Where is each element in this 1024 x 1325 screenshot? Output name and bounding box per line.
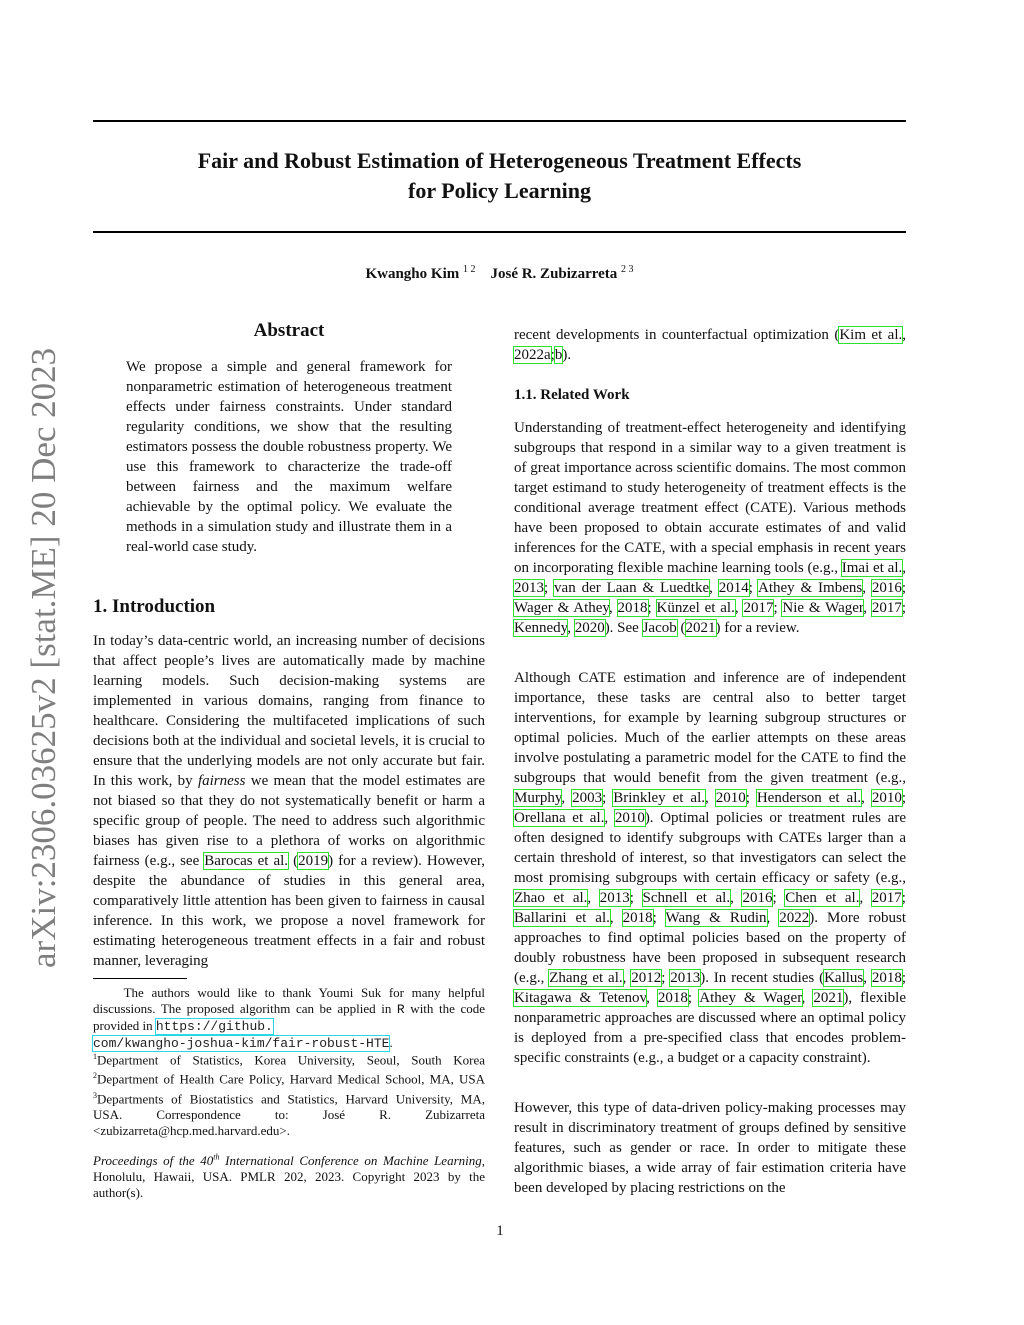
text-run: , Honolulu, Hawaii, USA. PMLR 202, 2023. Copyright 2023 by the author(s). (93, 1153, 485, 1201)
citation-link[interactable]: Jacob (642, 620, 677, 636)
author-list (93, 264, 906, 283)
citation-link[interactable]: 2003 (572, 790, 603, 806)
affiliation-marker: 3 (93, 1090, 97, 1100)
text-run: ). See (604, 620, 643, 636)
citation-link[interactable]: 2021 (813, 990, 844, 1006)
citation-link[interactable]: 2017 (871, 890, 902, 906)
text-run: recent developments in counterfactual optimization ( (514, 327, 840, 343)
related-work-paragraph-3: However, this type of data-driven policy-making processes may result in discriminatory treatment of groups defined by sensitive features, such as gender or race. In order to mitigate these algorithmic biases, a wide array of fair estimation criteria have been developed by placing restrictions on the (514, 1100, 906, 1196)
affiliation-marker: 1 (93, 1052, 97, 1061)
top-rule (93, 120, 906, 122)
footnote-affiliations (93, 1049, 485, 1139)
code-url-link[interactable]: com/kwangho-joshua-kim/fair-robust-HTE (93, 1036, 390, 1051)
text-run: The authors would like to thank Youmi Suk for many helpful discussions. The proposed algorithm can be applied in (93, 985, 486, 1016)
citation-link[interactable]: 2021 (685, 620, 716, 636)
citation-link[interactable]: 2013 (514, 580, 544, 596)
citation-link[interactable]: 2020 (574, 620, 605, 636)
citation-link[interactable]: Wang & Rudin (665, 910, 767, 926)
emphasis-text: fairness (197, 773, 246, 789)
citation-link[interactable]: 2014 (718, 580, 749, 596)
citation-link[interactable]: Kennedy (514, 620, 568, 636)
text-run: Proceedings of the (93, 1153, 201, 1169)
affiliation-text: Department of Statistics, Korea University, Seoul, South Korea (97, 1052, 485, 1068)
citation-link[interactable]: 2022a (514, 347, 551, 363)
citation-link[interactable]: 2018 (622, 910, 653, 926)
abstract-text: We propose a simple and general framework for nonparametric estimation of heterogeneous treatment effects under fairness constraints. Under standard regularity conditions, we show that the resulting estimators possess the double robustness property. We use this framework to characterize the trade-off between fairness and the maximum welfare achievable by the optimal policy. We evaluate the methods in a simulation study and illustrate them in a real-world case study. (126, 359, 452, 555)
text-run: In today’s data-centric world, an increasing number of decisions that affect people’s lives are automatically made by machine learning models. Such decision-making systems are implemented in various domains, ranging from finance to healthcare. Considering the multifaceted implications of such decisions both at the individual and societal levels, it is crucial to ensure that the underlying models are not only accurate but fair. In this work, by (93, 633, 485, 789)
title-bottom-rule (93, 231, 906, 233)
citation-link[interactable]: 2017 (871, 600, 902, 616)
citation-link[interactable]: Zhang et al. (549, 970, 623, 986)
footnote-rule (93, 978, 187, 979)
citation-link[interactable]: 2010 (614, 810, 645, 826)
citation-link[interactable]: Kallus (824, 970, 864, 986)
footnote-proceedings (93, 1150, 485, 1201)
citation-link[interactable]: Athey & Wager (699, 990, 802, 1006)
abstract-heading: Abstract (253, 320, 325, 341)
code-url-link[interactable]: https://github. (155, 1019, 273, 1034)
citation-link[interactable]: 2010 (715, 790, 746, 806)
citation-link[interactable]: 2012 (631, 970, 662, 986)
citation-link[interactable]: van der Laan & Luedtke (554, 580, 710, 596)
citation-link[interactable]: Brinkley et al. (613, 790, 705, 806)
citation-link[interactable]: Henderson et al. (756, 790, 862, 806)
text-run: with the code provided in (93, 1001, 485, 1033)
citation-link[interactable]: Schnell et al. (642, 890, 731, 906)
citation-link[interactable]: Kitagawa & Tetenov (514, 990, 647, 1006)
related-work-paragraph-2: Although CATE estimation and inference are of independent importance, these tasks are central also to better target interventions, for example by learning subgroup structures or optimal policies. Much of the earlier attempts on these areas involve postulating a parametric model for the CATE to find the subgroups that would benefit from the given treatment (e.g., Murphy, 2003; Brinkley et al., 2010; Henderson et al., 2010; Orellana et al., 2010). Optimal policies or treatment rules are often designed to identify subgroups with CATEs larger than a certain threshold of interest, so that investigators can select the most promising subgroups with certain efficacy or safety (e.g., Zhao et al., 2013; Schnell et al., 2016; Chen et al., 2017; Ballarini et al., 2018; Wang & Rudin, 2022). More robust approaches to find optimal policies based on the property of doubly robustness have been proposed in subsequent research (e.g., Zhang et al., 2012; 2013). In recent studies (Kallus, 2018; Kitagawa & Tetenov, 2018; Athey & Wager, 2021), flexible nonparametric approaches are discussed where an optimal policy is deployed from a pre-specified class that encodes problem-specific constraints (e.g., a budget or a capacity constraint). (514, 670, 907, 1066)
title-line-2: for Policy Learning (408, 178, 591, 203)
citation-link[interactable]: Athey & Imbens (757, 580, 863, 596)
text-run: . (389, 1035, 393, 1050)
citation-link[interactable]: 2017 (743, 600, 774, 616)
citation-link[interactable]: Wager & Athey (514, 600, 609, 616)
text-run: th (213, 1153, 220, 1162)
text-run: Although CATE estimation and inference are of independent importance, these tasks are central also to better target interventions, for example by learning subgroup structures or optimal policies. Much of the earlier attempts on these areas involve postulating a parametric model for the CATE to find the subgroups that would benefit from the given treatment (e.g., (514, 670, 906, 786)
text-run: ; (550, 347, 555, 363)
citation-link[interactable]: Kim et al. (839, 327, 903, 343)
paper-title (93, 146, 906, 206)
affiliation-marker: 2 (93, 1071, 97, 1081)
citation-link[interactable]: 2010 (871, 790, 902, 806)
code-text: R (396, 1002, 405, 1017)
text-run: ). (562, 347, 572, 363)
citation-link[interactable]: 2013 (670, 970, 701, 986)
introduction-heading: 1. Introduction (93, 596, 216, 617)
citation-link[interactable]: b (554, 347, 563, 363)
citation-link[interactable]: Nie & Wager (782, 600, 864, 616)
author-name: Kwangho Kim (365, 266, 460, 282)
citation-link[interactable]: Künzel et al. (656, 600, 735, 616)
text-run: International Conference on Machine Learning (219, 1153, 482, 1169)
related-work-paragraph-1: Understanding of treatment-effect heterogeneity and identifying subgroups that respond in a similar way to a given treatment is of great importance across scientific domains. The most common target estimand to study heterogeneity of treatment effects is the conditional average treatment effect (CATE). Various methods have been proposed to obtain accurate estimates of and valid inferences for the CATE, with a special emphasis in recent years on incorporating flexible machine learning tools (e.g., Imai et al., 2013; van der Laan & Luedtke, 2014; Athey & Imbens, 2016; Wager & Athey, 2018; Künzel et al., 2017; Nie & Wager, 2017; Kennedy, 2020). See Jacob (2021) for a review. (514, 420, 907, 636)
footnote-acknowledgment (93, 985, 485, 1052)
citation-link[interactable]: Murphy (514, 790, 562, 806)
author-affiliation: 1 2 (462, 264, 476, 275)
text-run: ) for a review. (715, 620, 800, 636)
author-name: José R. Zubizarreta (490, 266, 618, 282)
text-run: we mean that the model estimates are not biased so that they do not systematically benefit or harm a specific group of people. The need to address such algorithmic biases has given rise to a plethora of works on algorithmic fairness (e.g., see (93, 773, 485, 869)
related-work-heading: 1.1. Related Work (514, 387, 630, 403)
citation-link[interactable]: Orellana et al. (514, 810, 605, 826)
text-run: ), flexible nonparametric approaches are discussed where an optimal policy is deployed from a pre-specified class that encodes problem-specific constraints (e.g., a budget or a capacity constraint). (514, 990, 906, 1066)
text-run: ). In recent studies ( (700, 970, 825, 986)
text-run: ). More robust approaches to find optimal policies based on the property of doubly robustness have been proposed in subsequent research (e.g., (514, 910, 906, 986)
introduction-paragraph (93, 631, 485, 971)
citation-link[interactable]: Chen et al. (785, 890, 860, 906)
title-line-1: Fair and Robust Estimation of Heterogeneous Treatment Effects (197, 148, 802, 173)
citation-link[interactable]: Zhao et al. (514, 890, 588, 906)
citation-link[interactable]: 2022 (779, 910, 810, 926)
affiliation-text: Department of Health Care Policy, Harvard Medical School, MA, USA (97, 1071, 485, 1087)
text-run: ) for a review). However, despite the abundance of studies in this general area, comparatively little attention has been given to fairness in causal inference. In this work, we propose a novel framework for estimating heterogeneous treatment effects in a fair and robust manner, leveraging (93, 853, 485, 969)
citation-link[interactable]: 2019 (298, 853, 329, 869)
citation-link[interactable]: Imai et al. (841, 560, 903, 576)
text-run: Understanding of treatment-effect heterogeneity and identifying subgroups that respond in a similar way to a given treatment is of great importance across scientific domains. The most common target estimand to study heterogeneity of treatment effects is the conditional average treatment effect (CATE). Various methods have been proposed to obtain accurate estimates of and valid inferences for the CATE, with a special emphasis in recent years on incorporating flexible machine learning tools (e.g., (514, 420, 906, 576)
page-number: 1 (496, 1223, 504, 1239)
citation-link[interactable]: 2018 (657, 990, 688, 1006)
text-run: 40 (200, 1153, 214, 1169)
author-affiliation: 2 3 (621, 264, 634, 275)
citation-link[interactable]: 2018 (617, 600, 648, 616)
citation-link[interactable]: 2016 (871, 580, 902, 596)
citation-link[interactable]: 2016 (742, 890, 773, 906)
text-run: ). Optimal policies or treatment rules are often designed to identify subgroups with CATEs larger than a certain threshold of interest, so that investigators can select the most promising subgroups with certain efficacy or safety (e.g., (514, 810, 906, 886)
arxiv-sidebar-stamp: arXiv:2306.03625v2 [stat.ME] 20 Dec 2023 (24, 347, 63, 968)
text-run: ( (288, 853, 299, 869)
citation-link[interactable]: 2013 (599, 890, 630, 906)
citation-link[interactable]: 2018 (871, 970, 902, 986)
text-run: , (902, 327, 906, 343)
introduction-continuation (514, 325, 906, 365)
citation-link[interactable]: Barocas et al. (204, 853, 289, 869)
affiliation-text: Departments of Biostatistics and Statistics, Harvard University, MA, USA. Correspondence to: José R. Zubizarreta <zubizarreta@hcp.med.harvard.edu>. (93, 1090, 485, 1138)
citation-link[interactable]: Ballarini et al. (514, 910, 610, 926)
